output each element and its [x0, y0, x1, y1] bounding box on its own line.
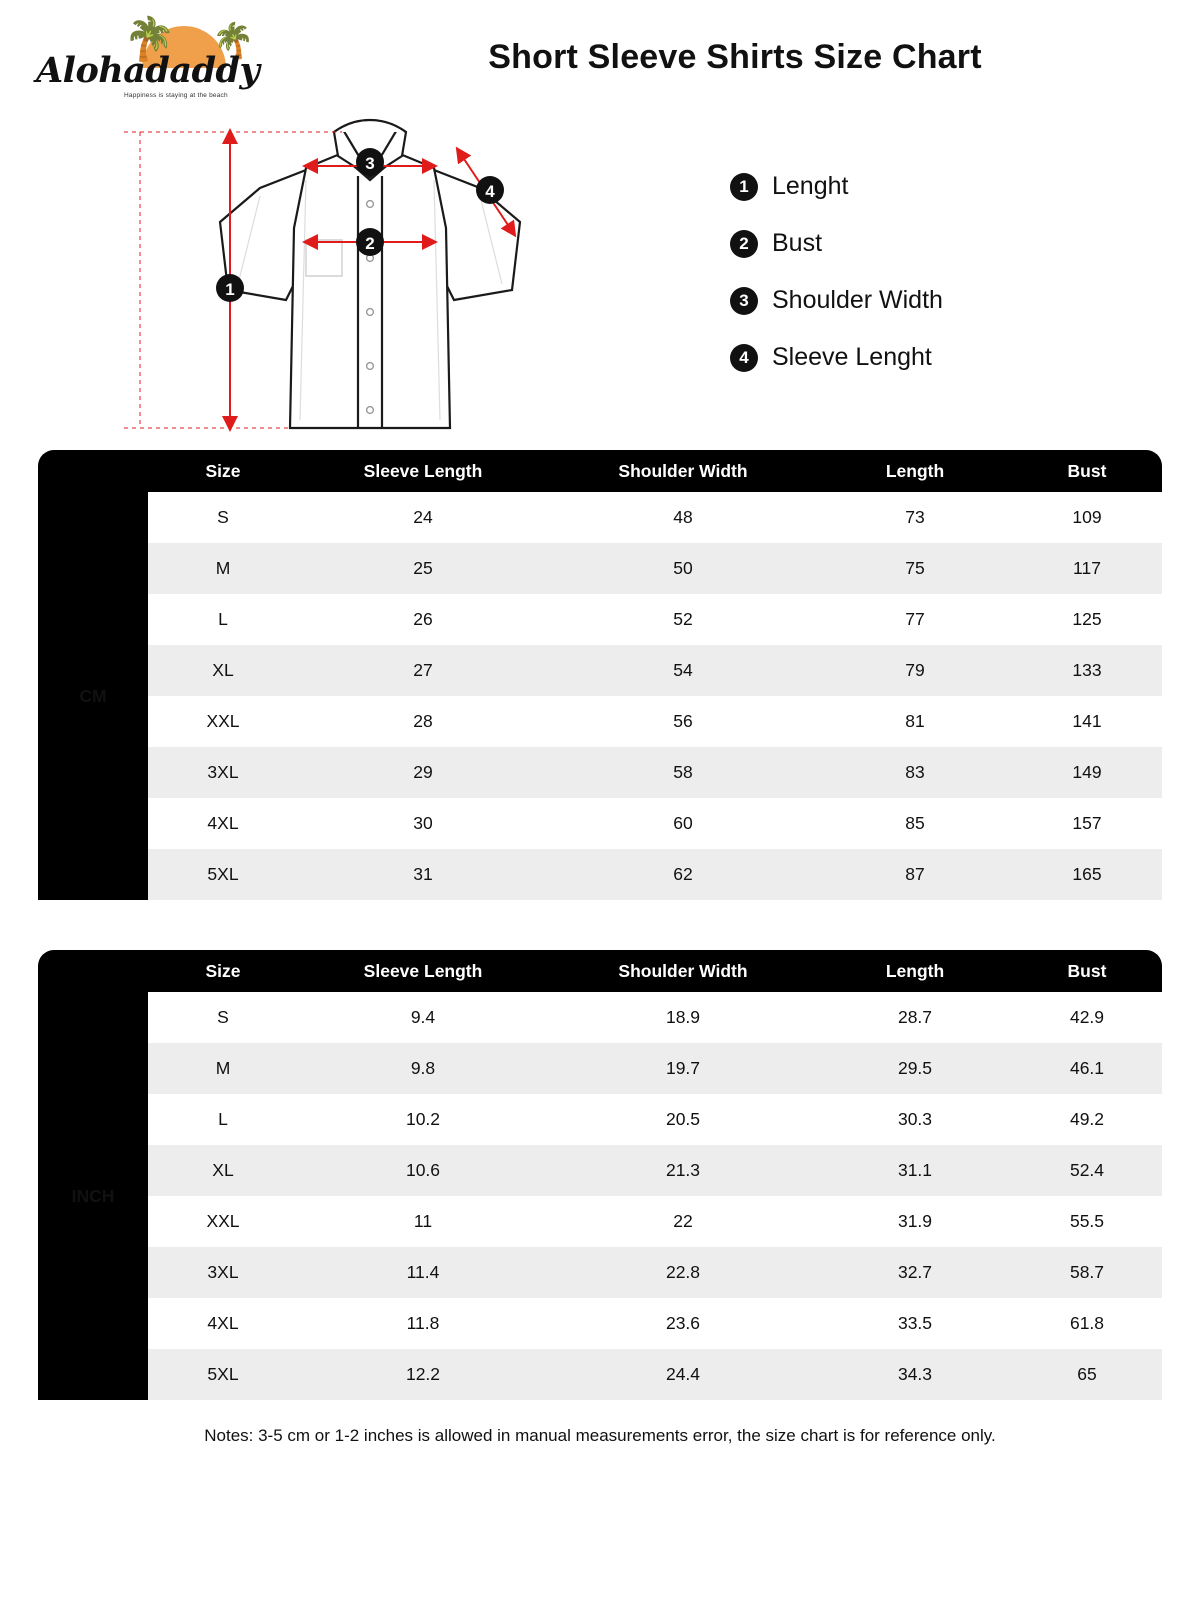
table-row — [38, 747, 1162, 798]
svg-text:3: 3 — [365, 154, 375, 173]
cell-shoulder-width: 62 — [548, 849, 818, 900]
cell-size: L — [148, 594, 298, 645]
cell-length: 30.3 — [818, 1094, 1012, 1145]
legend-label: Shoulder Width — [772, 286, 943, 314]
cell-sleeve-length: 26 — [298, 594, 548, 645]
cell-size: 5XL — [148, 1349, 298, 1400]
cell-size: M — [148, 543, 298, 594]
cell-size: S — [148, 492, 298, 543]
cell-sleeve-length: 11.8 — [298, 1298, 548, 1349]
cell-shoulder-width: 22.8 — [548, 1247, 818, 1298]
table-header-row — [38, 450, 1162, 492]
unit-label-cm: CM — [38, 492, 148, 900]
cell-size: 4XL — [148, 1298, 298, 1349]
column-header-shoulder-width: Shoulder Width — [548, 950, 818, 992]
cell-bust: 165 — [1012, 849, 1162, 900]
cell-size: 3XL — [148, 747, 298, 798]
badge-1-icon: 1 — [730, 173, 758, 201]
table-row — [38, 645, 1162, 696]
brand-tagline: Happiness is staying at the beach — [124, 92, 228, 99]
cell-length: 33.5 — [818, 1298, 1012, 1349]
table-row — [38, 1094, 1162, 1145]
cell-length: 79 — [818, 645, 1012, 696]
cell-size: M — [148, 1043, 298, 1094]
palm-tree-icon: 🌴 — [124, 15, 177, 62]
cell-shoulder-width: 19.7 — [548, 1043, 818, 1094]
cell-sleeve-length: 24 — [298, 492, 548, 543]
table-row — [38, 492, 1162, 543]
table-row — [38, 1349, 1162, 1400]
cell-sleeve-length: 30 — [298, 798, 548, 849]
table-row — [38, 1196, 1162, 1247]
unit-header — [38, 950, 148, 992]
cell-length: 87 — [818, 849, 1012, 900]
cell-sleeve-length: 27 — [298, 645, 548, 696]
cell-sleeve-length: 12.2 — [298, 1349, 548, 1400]
svg-text:4: 4 — [485, 182, 495, 201]
notes-text: Notes: 3-5 cm or 1-2 inches is allowed in manual measurements error, the size chart is for reference only. — [204, 1426, 996, 1445]
unit-label-inch: INCH — [38, 992, 148, 1400]
cell-sleeve-length: 11.4 — [298, 1247, 548, 1298]
cell-shoulder-width: 23.6 — [548, 1298, 818, 1349]
cell-length: 28.7 — [818, 992, 1012, 1043]
table-row — [38, 594, 1162, 645]
cell-sleeve-length: 10.6 — [298, 1145, 548, 1196]
measurement-diagram — [0, 110, 1200, 450]
brand-logo — [36, 14, 266, 106]
legend-item-sleeve-length — [730, 343, 943, 372]
inch-size-table-wrapper — [38, 950, 1162, 1400]
cell-bust: 109 — [1012, 492, 1162, 543]
cell-size: 3XL — [148, 1247, 298, 1298]
cell-length: 73 — [818, 492, 1012, 543]
cell-shoulder-width: 20.5 — [548, 1094, 818, 1145]
cell-length: 29.5 — [818, 1043, 1012, 1094]
shirt-illustration — [110, 110, 630, 450]
table-row — [38, 543, 1162, 594]
palm-tree-icon: 🌴 — [212, 22, 255, 60]
legend-item-shoulder-width — [730, 286, 943, 315]
cell-size: L — [148, 1094, 298, 1145]
table-row — [38, 696, 1162, 747]
cell-bust: 52.4 — [1012, 1145, 1162, 1196]
cell-shoulder-width: 24.4 — [548, 1349, 818, 1400]
cell-bust: 55.5 — [1012, 1196, 1162, 1247]
svg-text:1: 1 — [225, 280, 235, 299]
legend-label: Sleeve Lenght — [772, 343, 932, 371]
cell-length: 85 — [818, 798, 1012, 849]
cell-length: 32.7 — [818, 1247, 1012, 1298]
cell-sleeve-length: 9.8 — [298, 1043, 548, 1094]
cell-shoulder-width: 56 — [548, 696, 818, 747]
cell-bust: 58.7 — [1012, 1247, 1162, 1298]
cell-shoulder-width: 22 — [548, 1196, 818, 1247]
legend-item-bust — [730, 229, 943, 258]
cell-shoulder-width: 60 — [548, 798, 818, 849]
cell-shoulder-width: 50 — [548, 543, 818, 594]
cell-shoulder-width: 52 — [548, 594, 818, 645]
cm-size-table-wrapper — [38, 450, 1162, 900]
cell-length: 31.9 — [818, 1196, 1012, 1247]
brand-name: Alohadaddy — [36, 50, 260, 91]
cm-size-table — [38, 450, 1162, 900]
cell-length: 83 — [818, 747, 1012, 798]
cell-length: 75 — [818, 543, 1012, 594]
column-header-size: Size — [148, 450, 298, 492]
cell-bust: 141 — [1012, 696, 1162, 747]
cell-bust: 46.1 — [1012, 1043, 1162, 1094]
column-header-bust: Bust — [1012, 450, 1162, 492]
page-title: Short Sleeve Shirts Size Chart — [488, 38, 982, 76]
cell-bust: 61.8 — [1012, 1298, 1162, 1349]
cell-size: XL — [148, 1145, 298, 1196]
cell-size: XL — [148, 645, 298, 696]
cell-size: 5XL — [148, 849, 298, 900]
cell-shoulder-width: 58 — [548, 747, 818, 798]
svg-text:2: 2 — [365, 234, 375, 253]
table-row — [38, 992, 1162, 1043]
table-gap — [0, 900, 1200, 950]
table-row — [38, 798, 1162, 849]
cell-sleeve-length: 10.2 — [298, 1094, 548, 1145]
column-header-length: Length — [818, 450, 1012, 492]
unit-header — [38, 450, 148, 492]
legend — [730, 172, 943, 400]
table-header-row — [38, 950, 1162, 992]
cell-sleeve-length: 29 — [298, 747, 548, 798]
cell-bust: 149 — [1012, 747, 1162, 798]
cell-bust: 157 — [1012, 798, 1162, 849]
table-row — [38, 1247, 1162, 1298]
cell-size: XXL — [148, 1196, 298, 1247]
cell-length: 34.3 — [818, 1349, 1012, 1400]
column-header-length: Length — [818, 950, 1012, 992]
cell-size: XXL — [148, 696, 298, 747]
cell-size: S — [148, 992, 298, 1043]
cell-bust: 117 — [1012, 543, 1162, 594]
badge-2-icon: 2 — [730, 230, 758, 258]
table-row — [38, 1043, 1162, 1094]
cell-shoulder-width: 48 — [548, 492, 818, 543]
cell-bust: 49.2 — [1012, 1094, 1162, 1145]
table-row — [38, 1145, 1162, 1196]
cell-sleeve-length: 9.4 — [298, 992, 548, 1043]
cell-size: 4XL — [148, 798, 298, 849]
column-header-shoulder-width: Shoulder Width — [548, 450, 818, 492]
page-header — [0, 0, 1200, 110]
column-header-bust: Bust — [1012, 950, 1162, 992]
table-row — [38, 1298, 1162, 1349]
cell-sleeve-length: 31 — [298, 849, 548, 900]
cell-bust: 42.9 — [1012, 992, 1162, 1043]
table-row — [38, 849, 1162, 900]
legend-item-length — [730, 172, 943, 201]
cell-length: 81 — [818, 696, 1012, 747]
cell-length: 31.1 — [818, 1145, 1012, 1196]
cell-shoulder-width: 54 — [548, 645, 818, 696]
inch-size-table — [38, 950, 1162, 1400]
cell-sleeve-length: 11 — [298, 1196, 548, 1247]
column-header-sleeve-length: Sleeve Length — [298, 950, 548, 992]
cell-shoulder-width: 18.9 — [548, 992, 818, 1043]
legend-label: Bust — [772, 229, 823, 257]
cell-bust: 133 — [1012, 645, 1162, 696]
cell-shoulder-width: 21.3 — [548, 1145, 818, 1196]
column-header-sleeve-length: Sleeve Length — [298, 450, 548, 492]
cell-bust: 65 — [1012, 1349, 1162, 1400]
legend-label: Lenght — [772, 172, 849, 200]
column-header-size: Size — [148, 950, 298, 992]
cell-sleeve-length: 25 — [298, 543, 548, 594]
cell-sleeve-length: 28 — [298, 696, 548, 747]
cell-bust: 125 — [1012, 594, 1162, 645]
badge-3-icon: 3 — [730, 287, 758, 315]
badge-4-icon: 4 — [730, 344, 758, 372]
cell-length: 77 — [818, 594, 1012, 645]
